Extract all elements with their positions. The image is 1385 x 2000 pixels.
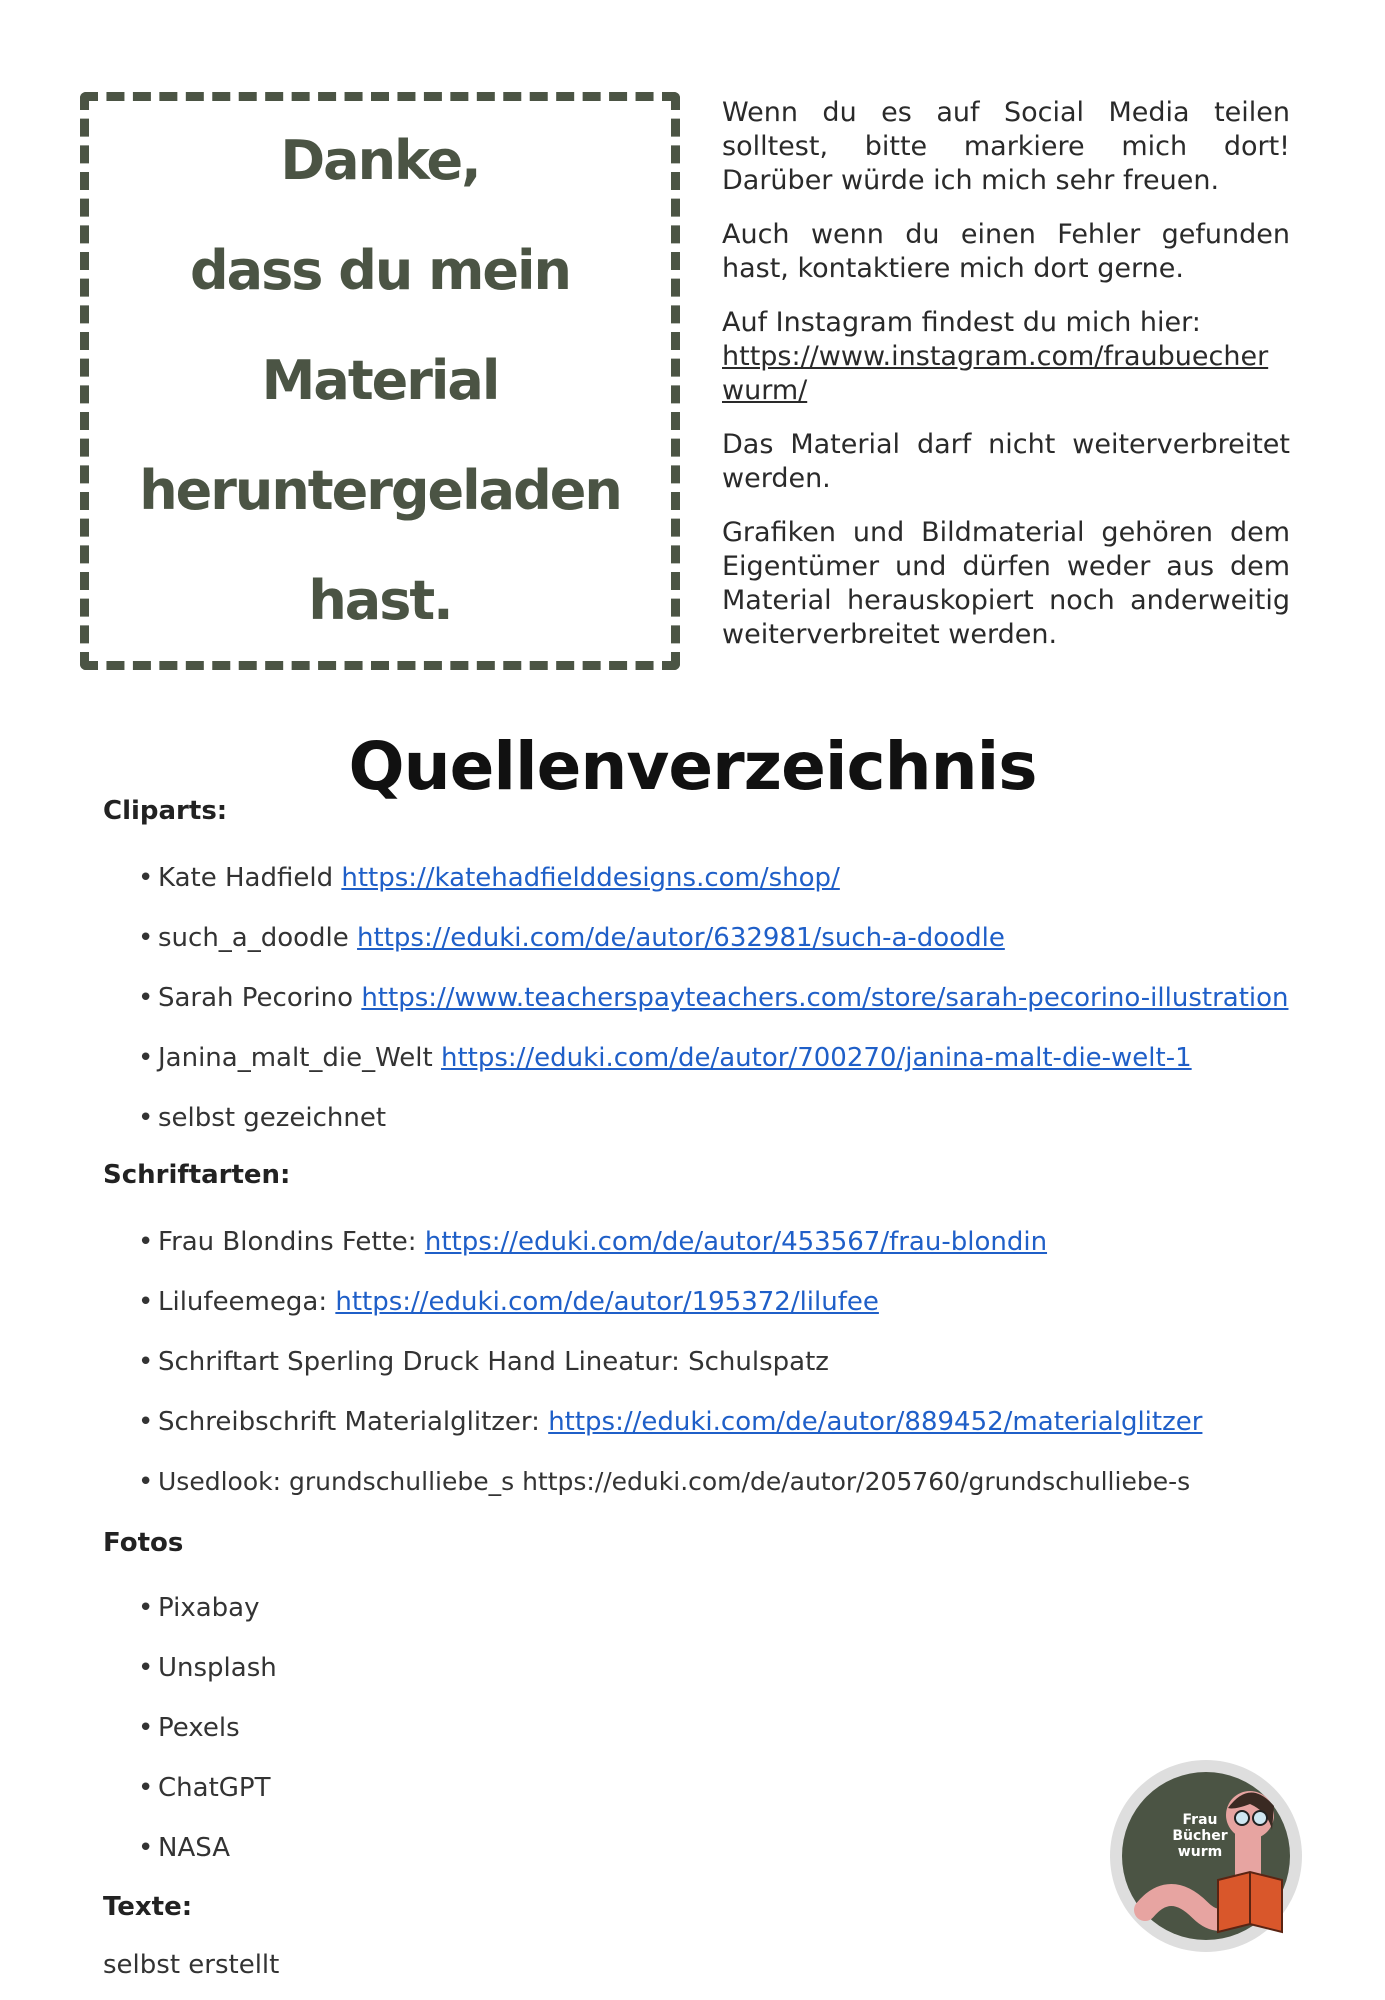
source-name: Frau Blondins Fette:	[158, 1227, 417, 1257]
bullet-icon: •	[138, 923, 154, 953]
bullet-icon: •	[138, 1103, 154, 1133]
thanks-line: Material	[261, 349, 499, 412]
info-paragraph-error: Auch wenn du einen Fehler gefunden hast, kontaktiere mich dort gerne.	[722, 219, 1290, 284]
list-item	[138, 1332, 1202, 1392]
list-item	[138, 1028, 1289, 1088]
thanks-line: heruntergeladen	[139, 459, 621, 522]
bullet-icon: •	[138, 983, 154, 1013]
texts-value: selbst erstellt	[103, 1950, 280, 1980]
thanks-message	[139, 106, 621, 656]
source-name: Schriftart Sperling Druck Hand Lineatur: Schulspatz	[158, 1347, 829, 1377]
source-name: Schreibschrift Materialglitzer:	[158, 1407, 540, 1437]
bullet-icon: •	[138, 1713, 154, 1743]
list-item	[138, 1698, 277, 1758]
source-link[interactable]: https://eduki.com/de/autor/889452/materialglitzer	[548, 1407, 1203, 1437]
bullet-icon: •	[138, 1593, 154, 1623]
list-item	[138, 848, 1289, 908]
info-column	[722, 96, 1290, 672]
source-link[interactable]: https://eduki.com/de/autor/632981/such-a-doodle	[357, 923, 1005, 953]
info-paragraph-distribution: Das Material darf nicht weiterverbreitet werden.	[722, 429, 1290, 494]
list-item	[138, 968, 1289, 1028]
source-name: Lilufeemega:	[158, 1287, 328, 1317]
source-name: Kate Hadfield	[158, 863, 334, 893]
source-link[interactable]: https://katehadfielddesigns.com/shop/	[341, 863, 840, 893]
list-item	[138, 1452, 1202, 1512]
thanks-line: hast.	[308, 569, 452, 632]
page-title: Quellenverzeichnis	[348, 728, 1037, 805]
bullet-icon: •	[138, 1347, 154, 1377]
source-name: Unsplash	[158, 1653, 277, 1683]
bullet-icon: •	[138, 1407, 154, 1437]
bullet-icon: •	[138, 1467, 154, 1497]
fonts-list	[138, 1212, 1202, 1512]
list-item	[138, 1272, 1202, 1332]
source-name: ChatGPT	[158, 1773, 271, 1803]
info-paragraph-social: Wenn du es auf Social Media teilen solltest, bitte markiere mich dort! Darüber würde ich mich sehr freuen.	[722, 97, 1290, 196]
photos-heading: Fotos	[103, 1528, 184, 1558]
bullet-icon: •	[138, 1833, 154, 1863]
thanks-line: Danke,	[280, 129, 480, 192]
source-name: Pixabay	[158, 1593, 260, 1623]
bullet-icon: •	[138, 1773, 154, 1803]
bullet-icon: •	[138, 1043, 154, 1073]
texts-heading: Texte:	[103, 1892, 193, 1922]
thanks-box	[80, 92, 680, 670]
source-name: Usedlook: grundschulliebe_s https://eduki.com/de/autor/205760/grundschulliebe-s	[158, 1467, 1191, 1496]
photos-list	[138, 1578, 277, 1878]
source-link[interactable]: https://eduki.com/de/autor/195372/lilufee	[335, 1287, 879, 1317]
list-item	[138, 908, 1289, 968]
cliparts-list	[138, 848, 1289, 1148]
source-name: Janina_malt_die_Welt	[158, 1043, 433, 1073]
list-item	[138, 1212, 1202, 1272]
source-link[interactable]: https://eduki.com/de/autor/453567/frau-blondin	[424, 1227, 1048, 1257]
source-name: selbst gezeichnet	[158, 1103, 387, 1133]
bullet-icon: •	[138, 863, 154, 893]
list-item	[138, 1578, 277, 1638]
logo-text: Frau Bücher wurm	[1172, 1812, 1228, 1860]
thanks-line: dass du mein	[190, 239, 570, 302]
list-item	[138, 1392, 1202, 1452]
instagram-link[interactable]: https://www.instagram.com/fraubuecherwurm/	[722, 341, 1269, 406]
bullet-icon: •	[138, 1227, 154, 1257]
logo	[1110, 1760, 1302, 1952]
list-item	[138, 1638, 277, 1698]
list-item	[138, 1818, 277, 1878]
instagram-label: Auf Instagram findest du mich hier:	[722, 307, 1201, 338]
cliparts-heading: Cliparts:	[103, 796, 228, 826]
fonts-heading: Schriftarten:	[103, 1160, 291, 1190]
source-link[interactable]: https://www.teacherspayteachers.com/store/sarah-pecorino-illustration	[361, 983, 1289, 1013]
bullet-icon: •	[138, 1653, 154, 1683]
source-name: Sarah Pecorino	[158, 983, 354, 1013]
list-item	[138, 1088, 1289, 1148]
bullet-icon: •	[138, 1287, 154, 1317]
source-name: such_a_doodle	[158, 923, 349, 953]
info-paragraph-instagram	[722, 306, 1290, 408]
source-name: NASA	[158, 1833, 231, 1863]
list-item	[138, 1758, 277, 1818]
source-link[interactable]: https://eduki.com/de/autor/700270/janina-malt-die-welt-1	[440, 1043, 1192, 1073]
source-name: Pexels	[158, 1713, 240, 1743]
info-paragraph-copyright: Grafiken und Bildmaterial gehören dem Eigentümer und dürfen weder aus dem Material herauskopiert noch anderweitig weiterverbreitet werden.	[722, 517, 1290, 650]
